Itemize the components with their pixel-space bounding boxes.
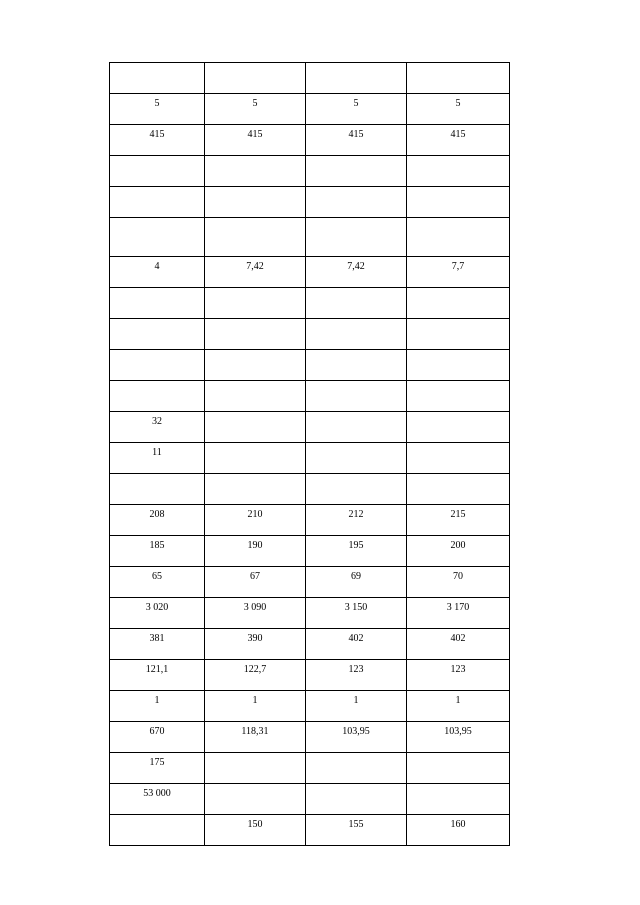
table-cell xyxy=(110,288,205,319)
table-cell xyxy=(306,381,407,412)
table-cell xyxy=(110,218,205,257)
table-cell xyxy=(205,288,306,319)
table-cell xyxy=(407,412,510,443)
table-cell: 210 xyxy=(205,505,306,536)
table-cell xyxy=(407,319,510,350)
table-cell xyxy=(407,288,510,319)
table-cell xyxy=(306,784,407,815)
table-cell: 65 xyxy=(110,567,205,598)
table-cell: 103,95 xyxy=(407,722,510,753)
table-cell xyxy=(205,753,306,784)
table-cell: 118,31 xyxy=(205,722,306,753)
table-cell xyxy=(110,319,205,350)
table-cell: 7,42 xyxy=(306,257,407,288)
table-cell: 200 xyxy=(407,536,510,567)
table-row xyxy=(110,218,510,257)
table-cell xyxy=(110,63,205,94)
table-cell xyxy=(306,443,407,474)
table-cell xyxy=(306,474,407,505)
table-row xyxy=(110,288,510,319)
table-cell xyxy=(407,381,510,412)
data-table xyxy=(109,62,510,846)
table-cell: 32 xyxy=(110,412,205,443)
table-cell: 3 020 xyxy=(110,598,205,629)
table-cell xyxy=(306,156,407,187)
table-cell: 402 xyxy=(407,629,510,660)
table-cell xyxy=(205,218,306,257)
table-row xyxy=(110,412,510,443)
table-cell: 1 xyxy=(306,691,407,722)
table-row xyxy=(110,125,510,156)
table-cell: 70 xyxy=(407,567,510,598)
table-cell xyxy=(205,350,306,381)
table-cell: 215 xyxy=(407,505,510,536)
table-cell: 155 xyxy=(306,815,407,846)
table-row xyxy=(110,629,510,660)
table-row xyxy=(110,567,510,598)
table-cell xyxy=(205,412,306,443)
table-cell xyxy=(205,784,306,815)
table-cell xyxy=(110,815,205,846)
table-cell: 381 xyxy=(110,629,205,660)
table-cell xyxy=(306,319,407,350)
table-row xyxy=(110,536,510,567)
table-cell xyxy=(306,187,407,218)
table-cell xyxy=(110,156,205,187)
table-cell: 123 xyxy=(306,660,407,691)
table-cell xyxy=(110,350,205,381)
table-row xyxy=(110,753,510,784)
table-cell: 5 xyxy=(306,94,407,125)
table-cell xyxy=(407,63,510,94)
table-cell: 415 xyxy=(110,125,205,156)
table-cell xyxy=(110,474,205,505)
table-cell: 390 xyxy=(205,629,306,660)
table-cell: 121,1 xyxy=(110,660,205,691)
table-cell: 5 xyxy=(205,94,306,125)
table-row xyxy=(110,63,510,94)
table-cell: 4 xyxy=(110,257,205,288)
table-cell: 3 170 xyxy=(407,598,510,629)
table-cell xyxy=(306,753,407,784)
table-cell: 7,7 xyxy=(407,257,510,288)
table-cell xyxy=(407,350,510,381)
table-cell: 7,42 xyxy=(205,257,306,288)
table-row xyxy=(110,257,510,288)
table-cell: 5 xyxy=(110,94,205,125)
table-cell: 208 xyxy=(110,505,205,536)
table-row xyxy=(110,443,510,474)
table-cell xyxy=(407,753,510,784)
table-cell xyxy=(306,350,407,381)
table-row xyxy=(110,722,510,753)
table-cell: 185 xyxy=(110,536,205,567)
table-cell: 190 xyxy=(205,536,306,567)
table-cell: 150 xyxy=(205,815,306,846)
table-cell xyxy=(205,474,306,505)
table-row xyxy=(110,598,510,629)
table-cell: 415 xyxy=(407,125,510,156)
table-row xyxy=(110,660,510,691)
table-cell: 1 xyxy=(407,691,510,722)
table-cell: 122,7 xyxy=(205,660,306,691)
table-row xyxy=(110,784,510,815)
table-cell xyxy=(306,412,407,443)
table-cell xyxy=(306,288,407,319)
table-cell: 160 xyxy=(407,815,510,846)
table-cell: 415 xyxy=(205,125,306,156)
table-cell xyxy=(407,218,510,257)
table-cell: 103,95 xyxy=(306,722,407,753)
table-cell: 67 xyxy=(205,567,306,598)
table-cell xyxy=(306,218,407,257)
table-row xyxy=(110,350,510,381)
table-cell xyxy=(407,443,510,474)
table-cell xyxy=(205,319,306,350)
table-cell xyxy=(205,63,306,94)
table-cell: 402 xyxy=(306,629,407,660)
table-cell xyxy=(407,156,510,187)
table-cell xyxy=(205,156,306,187)
table-row xyxy=(110,94,510,125)
table-cell xyxy=(110,381,205,412)
table-cell: 670 xyxy=(110,722,205,753)
table-cell xyxy=(407,474,510,505)
table-row xyxy=(110,815,510,846)
table-row xyxy=(110,505,510,536)
table-cell: 53 000 xyxy=(110,784,205,815)
table-row xyxy=(110,474,510,505)
table-cell xyxy=(306,63,407,94)
table-row xyxy=(110,319,510,350)
table-cell: 175 xyxy=(110,753,205,784)
table-cell: 415 xyxy=(306,125,407,156)
table-cell: 1 xyxy=(205,691,306,722)
table-cell: 212 xyxy=(306,505,407,536)
table-cell: 3 150 xyxy=(306,598,407,629)
table-row xyxy=(110,156,510,187)
table-cell: 1 xyxy=(110,691,205,722)
table-cell: 11 xyxy=(110,443,205,474)
table-cell xyxy=(110,187,205,218)
table-cell xyxy=(205,381,306,412)
table-cell: 5 xyxy=(407,94,510,125)
table-row xyxy=(110,381,510,412)
table-row xyxy=(110,691,510,722)
table-cell xyxy=(407,784,510,815)
table-cell xyxy=(205,187,306,218)
table-cell: 3 090 xyxy=(205,598,306,629)
table-cell: 123 xyxy=(407,660,510,691)
table-cell: 195 xyxy=(306,536,407,567)
table-cell: 69 xyxy=(306,567,407,598)
table-row xyxy=(110,187,510,218)
table-cell xyxy=(407,187,510,218)
table-cell xyxy=(205,443,306,474)
table-body xyxy=(110,63,510,846)
